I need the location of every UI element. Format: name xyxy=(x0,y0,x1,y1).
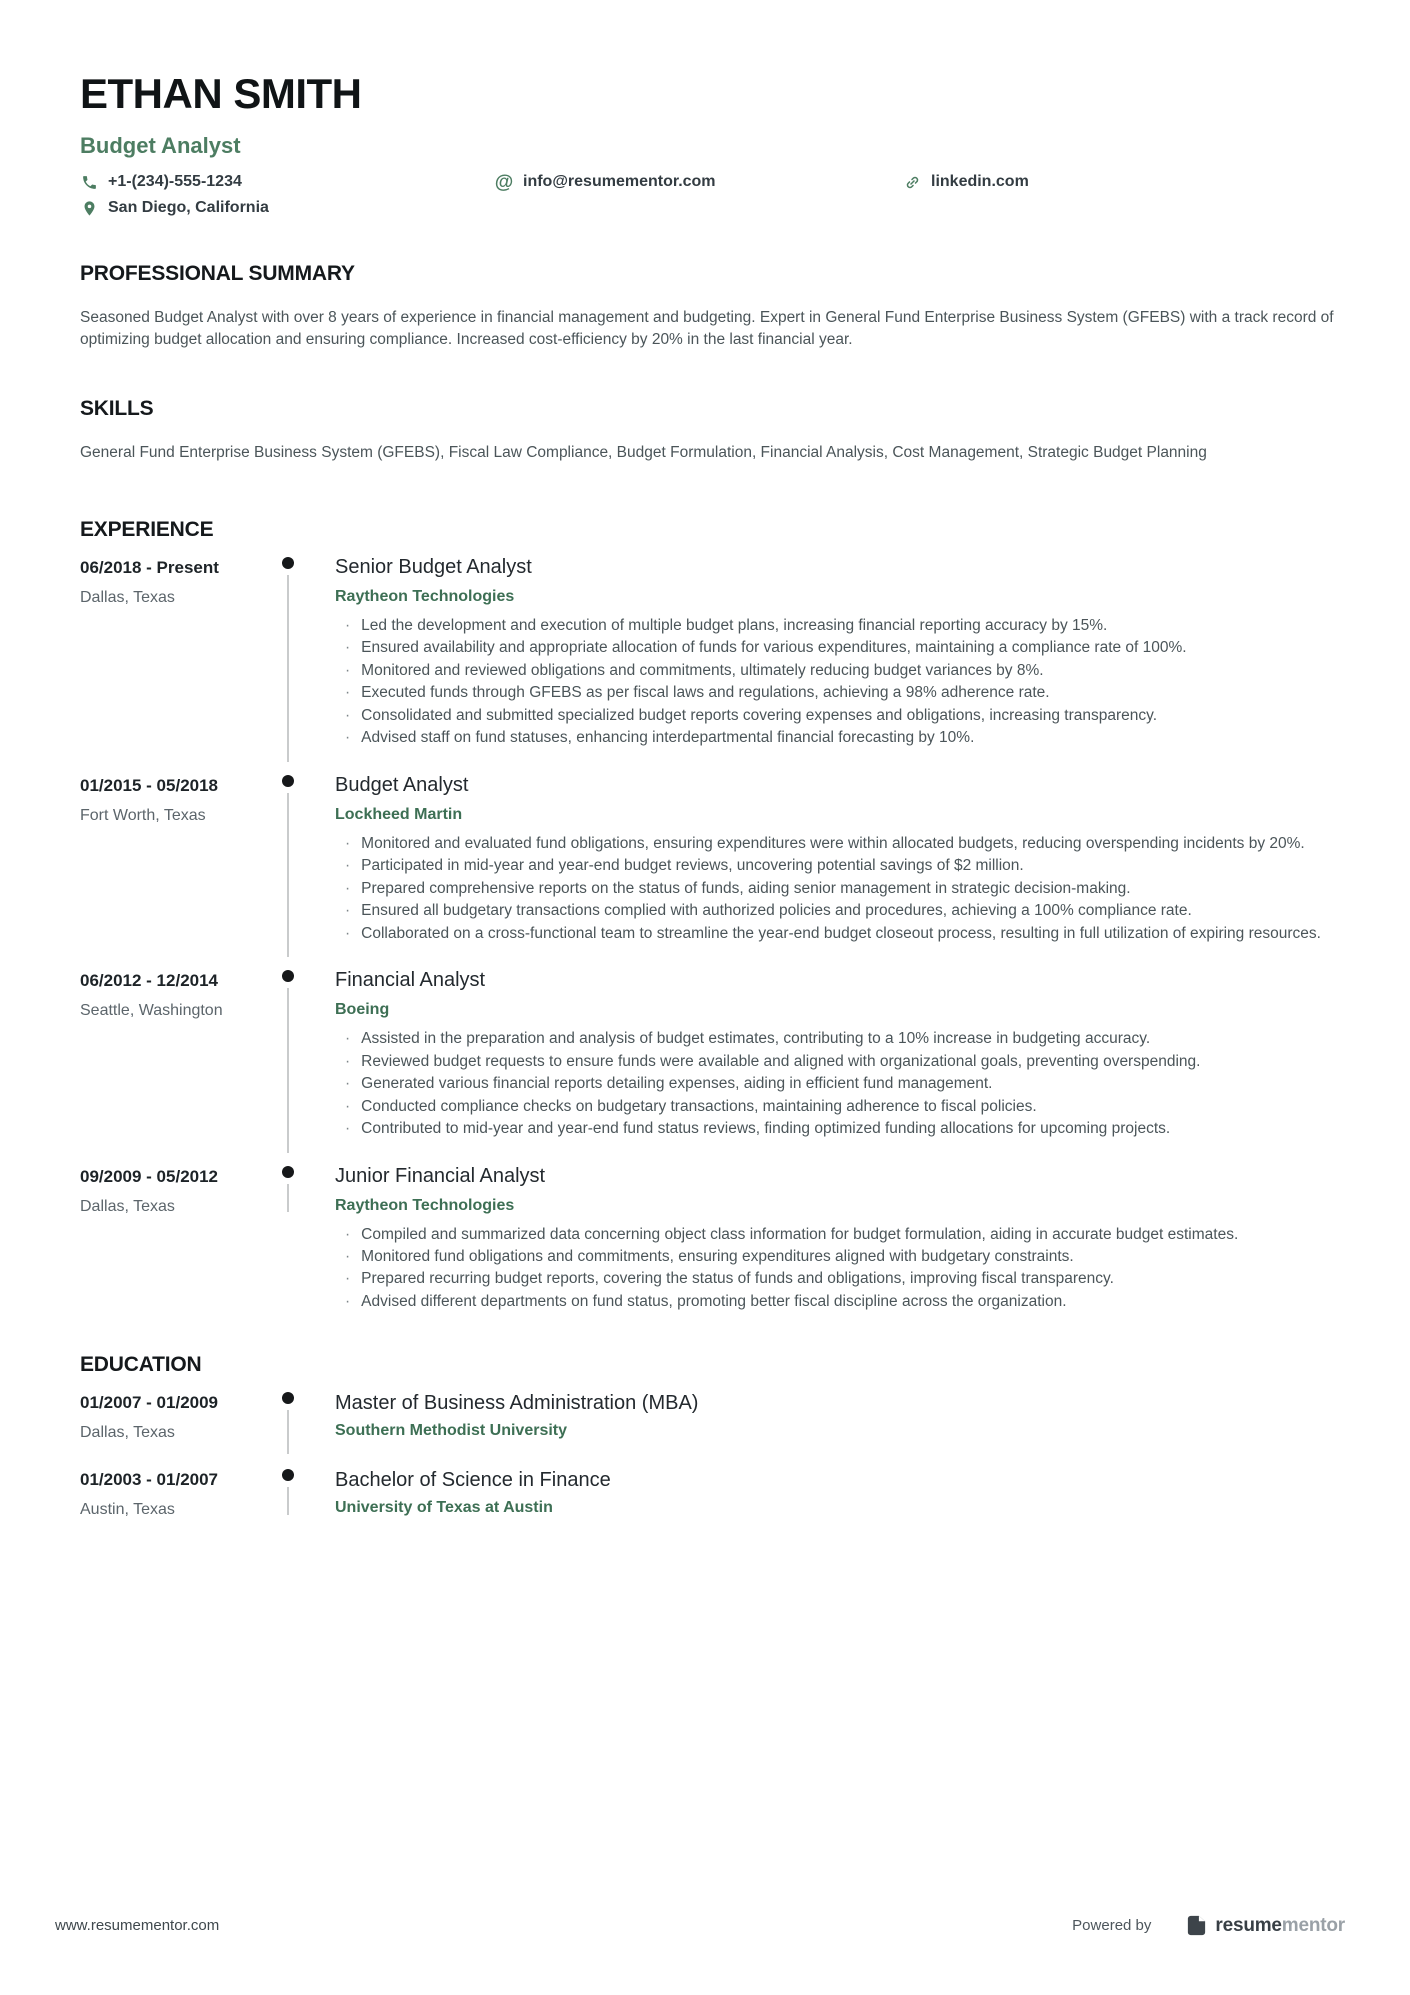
bullet-glyph: · xyxy=(345,879,351,897)
entry-dates: 01/2007 - 01/2009 xyxy=(80,1393,219,1413)
entry-content xyxy=(316,1391,1345,1442)
education-entry xyxy=(80,1391,1345,1442)
entry-meta xyxy=(80,969,260,1140)
bullet-glyph: · xyxy=(345,684,351,702)
timeline xyxy=(260,556,316,750)
company-name: Raytheon Technologies xyxy=(335,1196,515,1214)
timeline-dot xyxy=(282,1166,294,1178)
logo-text-resume: resume xyxy=(1215,1914,1282,1936)
skills-text: General Fund Enterprise Business System (GFEBS), Fiscal Law Compliance, Budget Formulation, Financial Analysis, Cost Management, Strategic Budget Planning xyxy=(80,444,1207,461)
summary-text: Seasoned Budget Analyst with over 8 years of experience in financial management and budgeting. Expert in General Fund Enterprise Business System (GFEBS) with a track record of optimizing budget allocation and ensuring compliance. Increased cost-efficiency by 20% in the last financial year. xyxy=(80,309,1334,348)
bullet-text: Generated various financial reports detailing expenses, aiding in efficient fund management. xyxy=(361,1075,993,1093)
bullet-glyph: · xyxy=(345,1270,351,1288)
contact-row-1 xyxy=(80,173,1345,191)
bullet-text: Conducted compliance checks on budgetary transactions, maintaining adherence to fiscal policies. xyxy=(361,1097,1037,1115)
bullet-item xyxy=(345,900,1345,922)
experience-section xyxy=(80,518,1345,1313)
linkedin-url[interactable]: linkedin.com xyxy=(931,173,1029,190)
bullet-item xyxy=(345,637,1345,659)
skills-heading: SKILLS xyxy=(80,397,154,420)
candidate-title: Budget Analyst xyxy=(80,133,241,158)
bullet-glyph: · xyxy=(345,617,351,634)
skills-section xyxy=(80,397,1345,464)
bullet-glyph: · xyxy=(345,1225,351,1243)
bullet-item xyxy=(345,727,1345,749)
experience-list xyxy=(80,556,1345,1313)
bullet-glyph: · xyxy=(345,706,351,724)
bullet-text: Ensured availability and appropriate allocation of funds for various expenditures, maintaining a compliance rate of 100%. xyxy=(361,639,1187,657)
bullet-text: Led the development and execution of multiple budget plans, increasing financial reporting accuracy by 15%. xyxy=(361,617,1108,634)
logo-text-mentor: mentor xyxy=(1281,1914,1345,1936)
bullet-text: Monitored and evaluated fund obligations, ensuring expenditures were within allocated budgets, reducing overspending incidents by 20%. xyxy=(361,834,1305,852)
bullet-item xyxy=(345,1118,1345,1140)
entry-location: Dallas, Texas xyxy=(80,589,175,606)
bullet-text: Advised different departments on fund status, promoting better fiscal discipline across the organization. xyxy=(361,1292,1067,1310)
bullet-glyph: · xyxy=(345,924,351,942)
bullet-item xyxy=(345,1246,1345,1268)
degree-title: Bachelor of Science in Finance xyxy=(335,1469,611,1492)
bullet-item xyxy=(345,1224,1345,1246)
linkedin-contact xyxy=(903,173,1345,191)
bullet-item xyxy=(345,1051,1345,1073)
entry-dates: 01/2015 - 05/2018 xyxy=(80,775,219,795)
phone-contact xyxy=(80,173,495,191)
timeline-dot xyxy=(282,1469,294,1481)
bullet-glyph: · xyxy=(345,639,351,657)
bullet-text: Executed funds through GFEBS as per fiscal laws and regulations, achieving a 98% adherence rate. xyxy=(361,684,1050,702)
timeline-line xyxy=(287,1410,289,1454)
entry-dates: 01/2003 - 01/2007 xyxy=(80,1470,219,1490)
entry-dates: 06/2018 - Present xyxy=(80,558,219,577)
bullet-text: Monitored fund obligations and commitments, ensuring expenditures aligned with budgetary constraints. xyxy=(361,1247,1074,1265)
bullet-text: Assisted in the preparation and analysis of budget estimates, contributing to a 10% increase in budgeting accuracy. xyxy=(361,1030,1151,1048)
job-title: Budget Analyst xyxy=(335,773,469,796)
entry-meta xyxy=(80,556,260,750)
timeline-line xyxy=(287,793,289,957)
timeline-line xyxy=(287,1487,289,1515)
experience-entry xyxy=(80,969,1345,1140)
bullet-glyph: · xyxy=(345,1097,351,1115)
phone-number[interactable]: +1-(234)-555-1234 xyxy=(108,173,242,190)
entry-dates: 09/2009 - 05/2012 xyxy=(80,1166,219,1186)
job-title: Junior Financial Analyst xyxy=(335,1164,546,1187)
experience-heading: EXPERIENCE xyxy=(80,518,214,541)
bullet-glyph: · xyxy=(345,729,351,747)
bullet-item xyxy=(345,615,1345,637)
entry-location: Dallas, Texas xyxy=(80,1197,175,1215)
school-name: Southern Methodist University xyxy=(335,1422,568,1440)
bullet-glyph: · xyxy=(345,1120,351,1138)
school-name: University of Texas at Austin xyxy=(335,1499,553,1517)
bullet-text: Contributed to mid-year and year-end fund status reviews, finding optimized funding allocations for upcoming projects. xyxy=(361,1120,1171,1138)
bullet-text: Advised staff on fund statuses, enhancing interdepartmental financial forecasting by 10%. xyxy=(361,729,975,747)
bullet-item xyxy=(345,855,1345,877)
phone-icon xyxy=(80,173,98,191)
company-name: Raytheon Technologies xyxy=(335,588,515,605)
entry-meta xyxy=(80,1165,260,1314)
bullet-item xyxy=(345,923,1345,945)
contact-row-2 xyxy=(80,199,1345,217)
education-list xyxy=(80,1391,1345,1519)
timeline xyxy=(260,1468,316,1519)
entry-meta xyxy=(80,1468,260,1519)
timeline-dot xyxy=(282,970,294,982)
bullet-text: Prepared recurring budget reports, covering the status of funds and obligations, improving fiscal transparency. xyxy=(361,1270,1114,1288)
education-heading: EDUCATION xyxy=(80,1353,202,1377)
summary-heading: PROFESSIONAL SUMMARY xyxy=(80,262,355,285)
entry-location: Dallas, Texas xyxy=(80,1424,175,1442)
bullet-text: Collaborated on a cross-functional team to streamline the year-end budget closeout process, resulting in full utilization of expiring resources. xyxy=(361,924,1321,942)
bullet-text: Consolidated and submitted specialized budget reports covering expenses and obligations, increasing transparency. xyxy=(361,706,1158,724)
contact-block xyxy=(80,173,1345,217)
bullet-glyph: · xyxy=(345,1030,351,1048)
location-text: San Diego, California xyxy=(108,199,269,216)
bullet-glyph: · xyxy=(345,661,351,679)
bullet-text: Ensured all budgetary transactions complied with authorized policies and procedures, achieving a 100% compliance rate. xyxy=(361,902,1192,920)
timeline-dot xyxy=(282,1392,294,1404)
timeline-dot xyxy=(282,775,294,787)
bullet-glyph: · xyxy=(345,902,351,920)
bullet-item xyxy=(345,878,1345,900)
resumementor-logo-icon xyxy=(1185,1914,1208,1937)
page-footer xyxy=(55,1914,1345,1937)
bullet-text: Participated in mid-year and year-end budget reviews, uncovering potential savings of $2 million. xyxy=(361,857,1024,875)
entry-meta xyxy=(80,1391,260,1442)
timeline-line xyxy=(287,988,289,1152)
location-pin-icon xyxy=(80,199,98,217)
resumementor-logo-text xyxy=(1215,1915,1345,1937)
entry-content xyxy=(316,774,1345,945)
timeline-dot xyxy=(282,557,294,569)
timeline xyxy=(260,1165,316,1314)
bullet-glyph: · xyxy=(345,834,351,852)
at-icon: @ xyxy=(494,171,514,193)
bullet-text: Compiled and summarized data concerning object class information for budget formulation, aiding in accurate budget estimates. xyxy=(361,1225,1239,1243)
bullet-item xyxy=(345,1268,1345,1290)
timeline xyxy=(260,1391,316,1442)
footer-website-link[interactable]: www.resumementor.com xyxy=(55,1917,220,1934)
entry-location: Seattle, Washington xyxy=(80,1002,223,1020)
entry-content xyxy=(316,1468,1345,1519)
experience-entry xyxy=(80,774,1345,945)
bullet-glyph: · xyxy=(345,1052,351,1070)
bullet-item xyxy=(345,833,1345,855)
bullet-glyph: · xyxy=(345,1292,351,1310)
job-title: Financial Analyst xyxy=(335,969,486,992)
timeline xyxy=(260,774,316,945)
bullet-list xyxy=(335,1224,1345,1314)
entry-meta xyxy=(80,774,260,945)
bullet-item xyxy=(345,1073,1345,1095)
resumementor-logo[interactable] xyxy=(1185,1914,1345,1937)
bullet-list xyxy=(335,833,1345,945)
timeline-line xyxy=(287,1184,289,1212)
bullet-text: Prepared comprehensive reports on the status of funds, aiding senior management in strategic decision-making. xyxy=(361,879,1131,897)
entry-dates: 06/2012 - 12/2014 xyxy=(80,971,219,991)
location-contact xyxy=(80,199,495,217)
entry-content xyxy=(316,969,1345,1140)
entry-content xyxy=(316,1165,1345,1314)
experience-entry xyxy=(80,556,1345,750)
bullet-text: Monitored and reviewed obligations and commitments, ultimately reducing budget variances by 8%. xyxy=(361,661,1044,679)
bullet-glyph: · xyxy=(345,1075,351,1093)
resume-header xyxy=(80,70,1345,217)
job-title: Senior Budget Analyst xyxy=(335,556,532,578)
degree-title: Master of Business Administration (MBA) xyxy=(335,1392,699,1415)
bullet-glyph: · xyxy=(345,857,351,875)
bullet-item xyxy=(345,1291,1345,1313)
company-name: Boeing xyxy=(335,1001,390,1019)
entry-location: Austin, Texas xyxy=(80,1501,175,1519)
bullet-item xyxy=(345,1028,1345,1050)
bullet-item xyxy=(345,682,1345,704)
entry-location: Fort Worth, Texas xyxy=(80,806,206,824)
experience-entry xyxy=(80,1165,1345,1314)
bullet-text: Reviewed budget requests to ensure funds were available and aligned with organizational goals, preventing overspending. xyxy=(361,1052,1201,1070)
bullet-glyph: · xyxy=(345,1247,351,1265)
entry-content xyxy=(316,556,1345,750)
bullet-list xyxy=(335,1028,1345,1140)
bullet-list xyxy=(335,615,1345,750)
candidate-name: ETHAN SMITH xyxy=(80,70,362,117)
bullet-item xyxy=(345,705,1345,727)
education-section xyxy=(80,1353,1345,1519)
email-address[interactable]: info@resumementor.com xyxy=(523,173,716,190)
company-name: Lockheed Martin xyxy=(335,805,463,823)
summary-section xyxy=(80,262,1345,351)
bullet-item xyxy=(345,1096,1345,1118)
footer-branding xyxy=(1072,1914,1345,1937)
education-entry xyxy=(80,1468,1345,1519)
powered-by-label: Powered by xyxy=(1072,1917,1152,1934)
bullet-item xyxy=(345,660,1345,682)
email-contact xyxy=(495,173,903,191)
link-icon xyxy=(903,173,921,191)
timeline xyxy=(260,969,316,1140)
timeline-line xyxy=(287,575,289,762)
